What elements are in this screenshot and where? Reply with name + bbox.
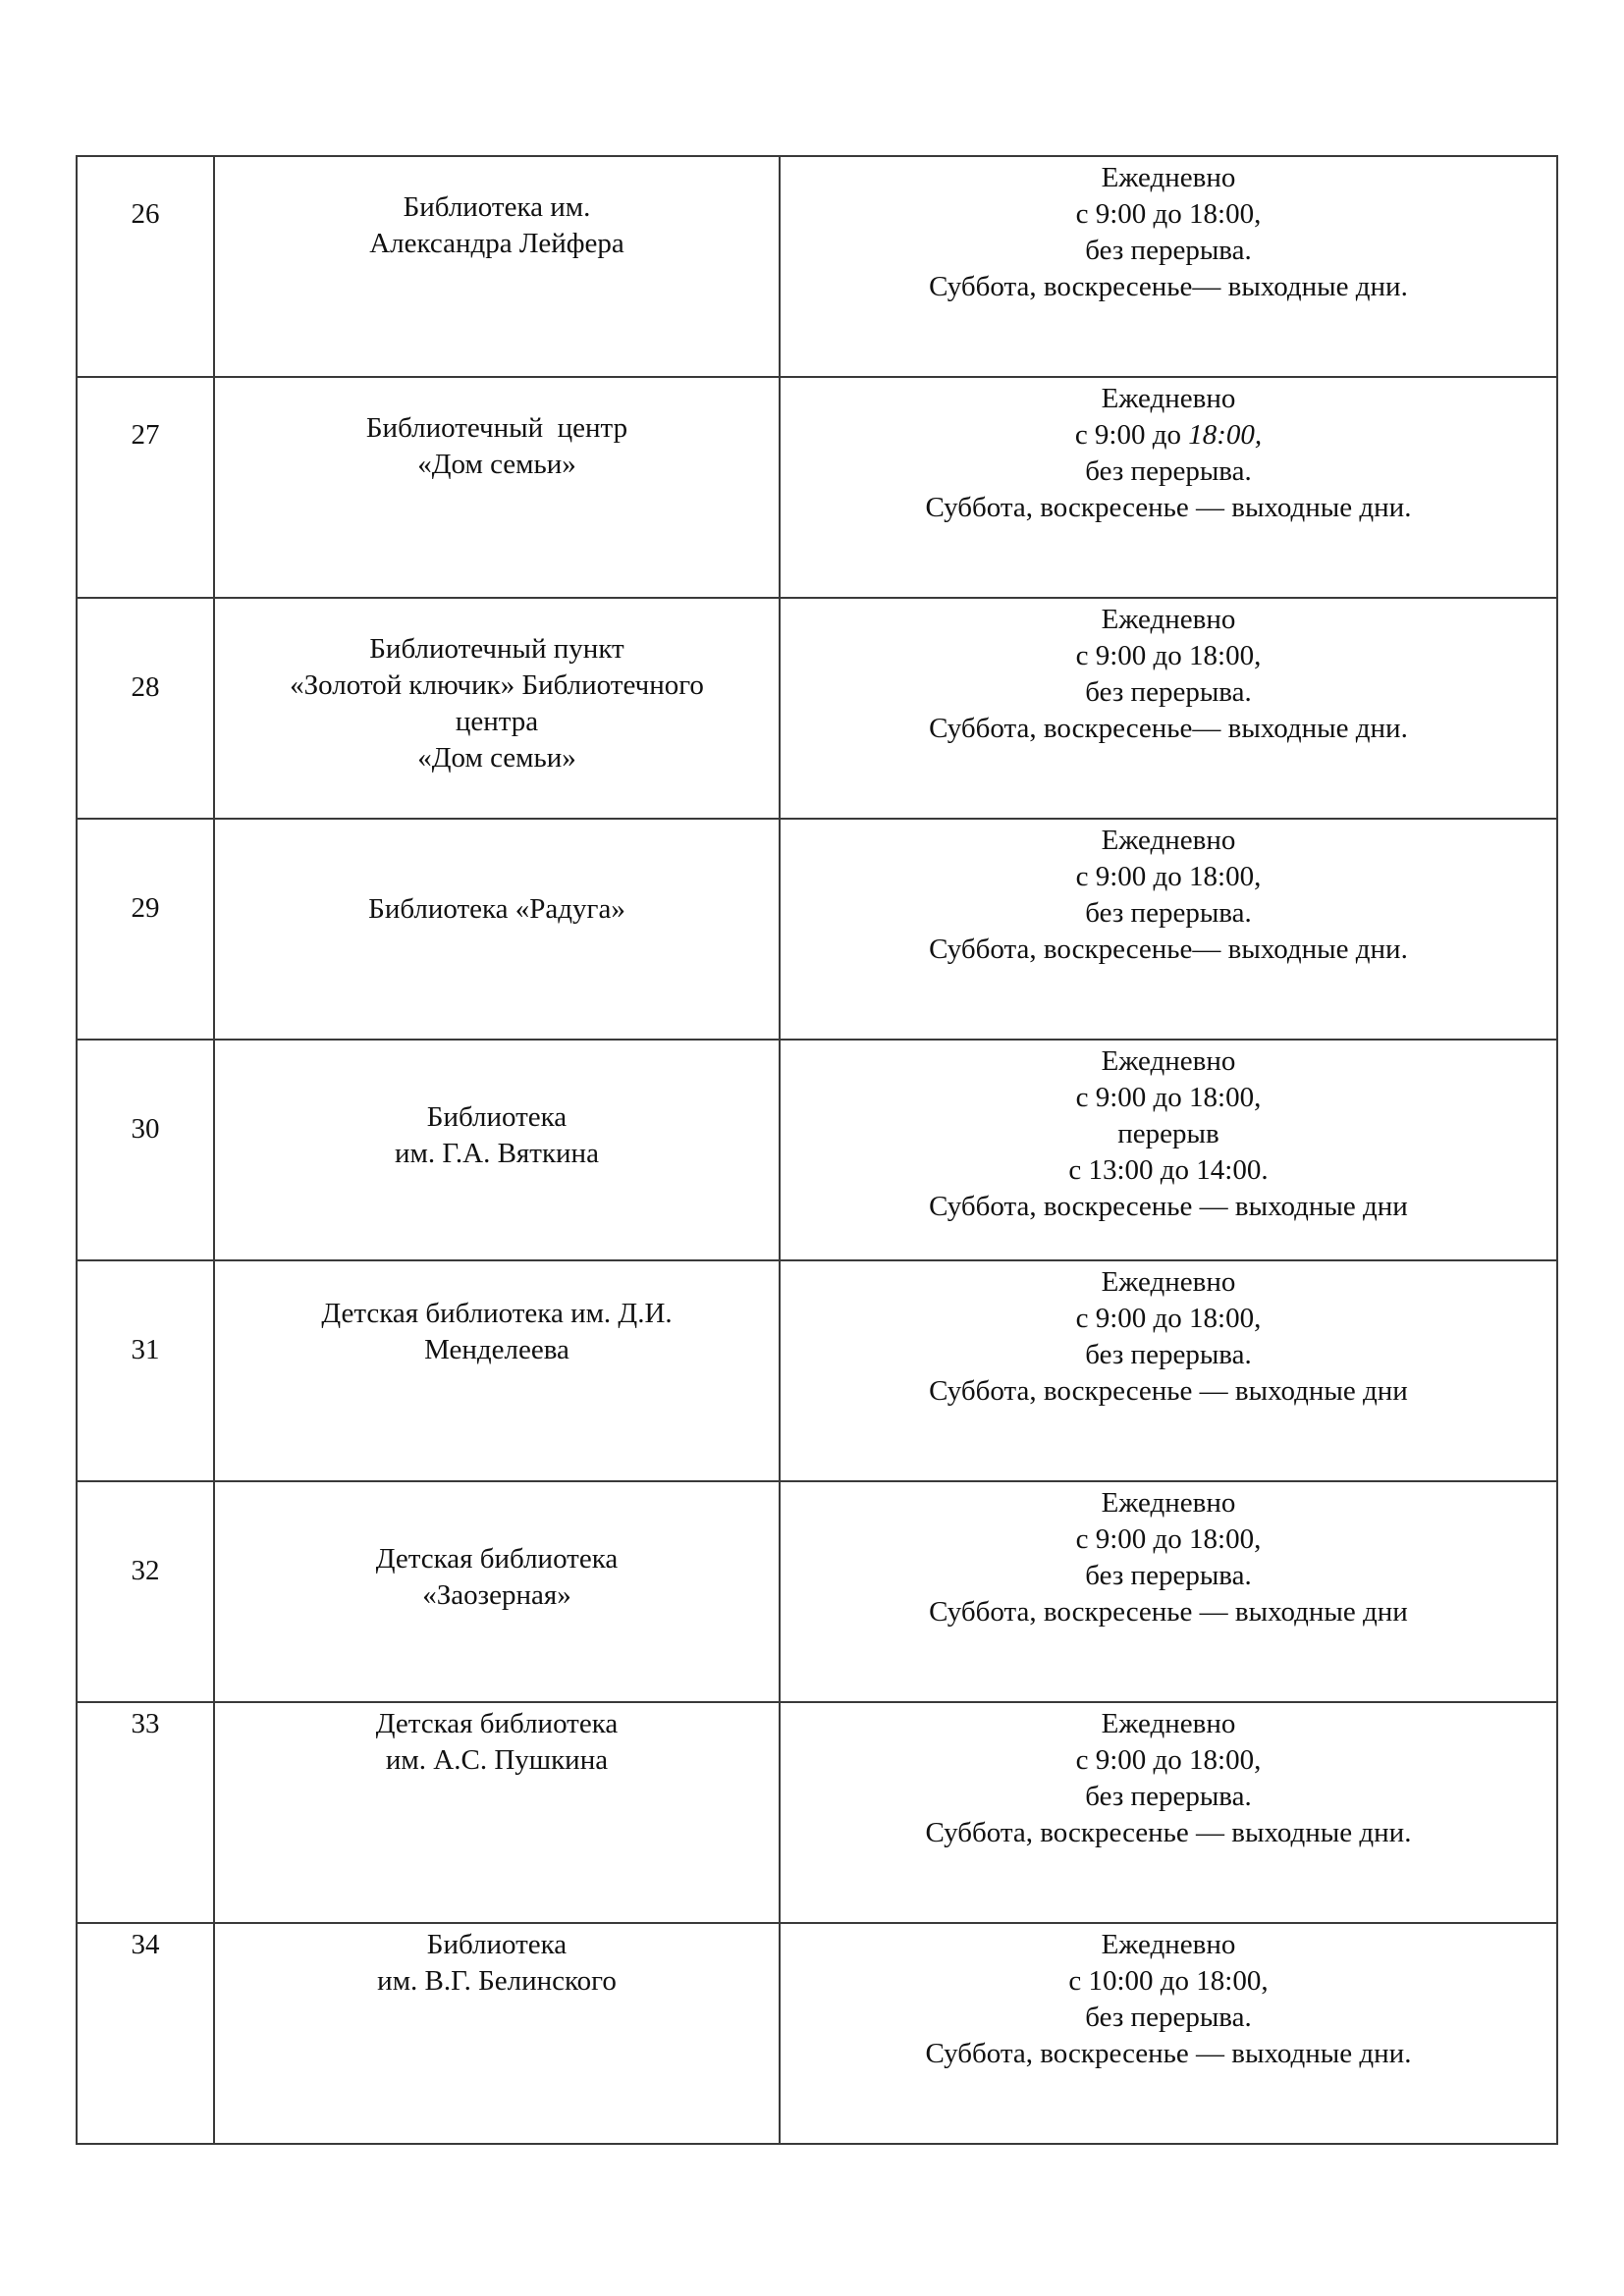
- library-name-line: им. А.С. Пушкина: [385, 1744, 609, 1776]
- row-number-cell: [77, 377, 214, 598]
- row-number-cell: [77, 1702, 214, 1923]
- library-name-line: Менделеева: [424, 1334, 569, 1365]
- row-number-cell: [77, 1923, 214, 2144]
- library-name-cell: [214, 1702, 780, 1923]
- library-name-line: Библиотечный центр: [365, 412, 628, 444]
- library-name-cell: [214, 819, 780, 1040]
- hours-line: Суббота, воскресенье — выходные дни: [929, 1191, 1408, 1222]
- row-number: 32: [131, 1555, 160, 1586]
- library-name-line: Библиотека «Радуга»: [368, 893, 625, 925]
- row-number: 29: [131, 892, 160, 924]
- hours-italic-text: 18:00,: [1188, 419, 1263, 451]
- library-name-line: Библиотечный пункт: [369, 633, 624, 665]
- table-row: [77, 1481, 1557, 1702]
- table-row: [77, 156, 1557, 377]
- hours-line: Суббота, воскресенье — выходные дни.: [925, 1817, 1412, 1848]
- library-name-line: «Заозерная»: [422, 1579, 571, 1611]
- hours-line: без перерыва.: [1085, 455, 1252, 487]
- working-hours-cell: [780, 1481, 1557, 1702]
- row-number: 31: [131, 1334, 160, 1365]
- hours-line: с 9:00 до 18:00,: [1075, 861, 1262, 892]
- row-number: 27: [131, 419, 160, 451]
- row-number-cell: [77, 1040, 214, 1260]
- hours-line: без перерыва.: [1085, 1560, 1252, 1591]
- library-name-line: Библиотека: [426, 1929, 568, 1960]
- hours-line: Суббота, воскресенье — выходные дни.: [925, 2038, 1412, 2069]
- table-row: [77, 1040, 1557, 1260]
- hours-line: Ежедневно: [1101, 1045, 1236, 1077]
- library-name-line: им. В.Г. Белинского: [377, 1965, 617, 1997]
- library-name-cell: [214, 1040, 780, 1260]
- row-number: 30: [131, 1113, 160, 1145]
- library-schedule-table: [76, 155, 1558, 2145]
- hours-text: с 9:00 до: [1074, 419, 1189, 451]
- hours-line: с 9:00 до 18:00,: [1075, 1523, 1262, 1555]
- table-row: [77, 1702, 1557, 1923]
- working-hours-cell: [780, 1260, 1557, 1481]
- row-number: 28: [131, 671, 160, 703]
- library-name-line: им. Г.А. Вяткина: [395, 1138, 599, 1169]
- row-number-cell: [77, 156, 214, 377]
- hours-line: Ежедневно: [1101, 1487, 1236, 1519]
- hours-line: Ежедневно: [1101, 383, 1236, 414]
- table-row: [77, 819, 1557, 1040]
- hours-line: Ежедневно: [1101, 604, 1236, 635]
- hours-line: Ежедневно: [1101, 825, 1236, 856]
- library-name-line: Александра Лейфера: [369, 228, 624, 259]
- library-name-line: Библиотека им.: [403, 191, 591, 223]
- hours-line: Ежедневно: [1101, 1708, 1236, 1739]
- library-name-cell: [214, 1923, 780, 2144]
- row-number-cell: [77, 1260, 214, 1481]
- working-hours-cell: [780, 1040, 1557, 1260]
- library-name-line: Детская библиотека: [375, 1543, 619, 1575]
- hours-line: с 9:00 до 18:00,: [1075, 1303, 1262, 1334]
- working-hours-cell: [780, 156, 1557, 377]
- row-number-cell: [77, 598, 214, 819]
- hours-line: с 9:00 до 18:00,: [1075, 1744, 1262, 1776]
- hours-line: без перерыва.: [1085, 2002, 1252, 2033]
- working-hours-cell: [780, 819, 1557, 1040]
- hours-line: с 9:00 до 18:00,: [1075, 198, 1262, 230]
- working-hours-cell: [780, 377, 1557, 598]
- table-row: [77, 377, 1557, 598]
- table-row: [77, 598, 1557, 819]
- library-name-cell: [214, 1260, 780, 1481]
- library-name-line: «Дом семьи»: [417, 449, 576, 480]
- working-hours-cell: [780, 1923, 1557, 2144]
- row-number: 34: [131, 1929, 160, 1960]
- hours-line: с 9:00 до 18:00,: [1075, 640, 1262, 671]
- hours-line: Ежедневно: [1101, 162, 1236, 193]
- row-number: 33: [131, 1708, 160, 1739]
- table-row: [77, 1260, 1557, 1481]
- hours-line: с 10:00 до 18:00,: [1068, 1965, 1269, 1997]
- hours-line: Суббота, воскресенье — выходные дни: [929, 1596, 1408, 1628]
- row-number: 26: [131, 198, 160, 230]
- library-name-cell: [214, 1481, 780, 1702]
- hours-line: с 13:00 до 14:00.: [1068, 1154, 1269, 1186]
- library-name-line: Детская библиотека: [375, 1708, 619, 1739]
- hours-line: без перерыва.: [1085, 1781, 1252, 1812]
- row-number-cell: [77, 819, 214, 1040]
- table-row: [77, 1923, 1557, 2144]
- hours-line: Суббота, воскресенье— выходные дни.: [929, 934, 1408, 965]
- working-hours-cell: [780, 598, 1557, 819]
- hours-line: без перерыва.: [1085, 1339, 1252, 1370]
- working-hours-cell: [780, 1702, 1557, 1923]
- library-name-line: центра: [455, 706, 539, 737]
- hours-line: с 9:00 до 18:00,: [1075, 1082, 1262, 1113]
- hours-line: Суббота, воскресенье — выходные дни.: [925, 492, 1412, 523]
- library-name-cell: [214, 377, 780, 598]
- library-name-line: «Дом семьи»: [417, 742, 576, 774]
- hours-line: Суббота, воскресенье— выходные дни.: [929, 713, 1408, 744]
- hours-line: без перерыва.: [1085, 235, 1252, 266]
- hours-line: перерыв: [1117, 1118, 1219, 1149]
- library-name-cell: [214, 598, 780, 819]
- library-name-line: «Золотой ключик» Библиотечного: [290, 669, 704, 701]
- library-name-line: Детская библиотека им. Д.И.: [321, 1298, 673, 1329]
- hours-line: без перерыва.: [1085, 897, 1252, 929]
- library-name-line: Библиотека: [426, 1101, 568, 1133]
- hours-line: Суббота, воскресенье— выходные дни.: [929, 271, 1408, 302]
- library-name-cell: [214, 156, 780, 377]
- hours-line: [781, 417, 1556, 454]
- hours-line: Ежедневно: [1101, 1266, 1236, 1298]
- hours-line: Суббота, воскресенье — выходные дни: [929, 1375, 1408, 1407]
- hours-line: Ежедневно: [1101, 1929, 1236, 1960]
- row-number-cell: [77, 1481, 214, 1702]
- hours-line: без перерыва.: [1085, 676, 1252, 708]
